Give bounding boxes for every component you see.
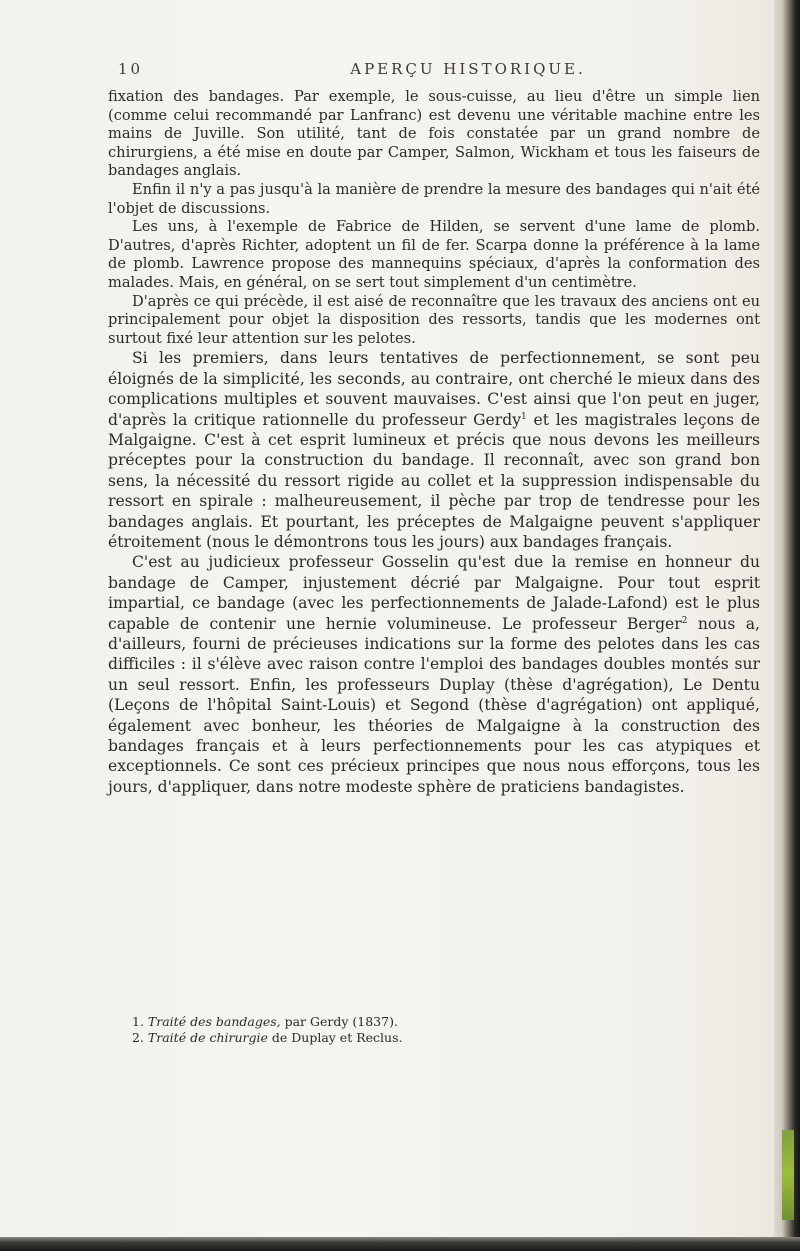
- footnote-ref-2: 2: [681, 615, 688, 626]
- footnote-2-number: 2.: [132, 1030, 144, 1045]
- paragraph-gosselin: [108, 552, 760, 797]
- paragraph-fixation: fixation des bandages. Par exemple, le sous-cuisse, au lieu d'être un simple lien (comme celui recommandé par Lanfranc) est devenu une véritable machine entre les mains de Juville. Son utilité, tant de fois constatée par un grand nombre de chirurgiens, a été mise en doute par Camper, Salmon, Wickham et tous les faiseurs de bandages anglais.: [108, 88, 760, 180]
- footnote-ref-1: 1: [521, 411, 527, 422]
- footnote-2-rest: de Duplay et Reclus.: [267, 1030, 403, 1045]
- body-text: [108, 88, 760, 797]
- footnote-1-rest: par Gerdy (1837).: [280, 1014, 398, 1029]
- footnote-1-title: Traité des bandages,: [147, 1014, 281, 1029]
- footnote-1-number: 1.: [132, 1014, 144, 1029]
- paragraph-premiers: [108, 348, 760, 552]
- paragraph-gosselin-text-b: nous a, d'ailleurs, fourni de précieuses indications sur la forme des pelotes dans les cas difficiles : il s'élève avec raison contre l'emploi des bandages doubles montés sur un seul ressort. Enfin, les professeurs Duplay (thèse d'agrégation), Le Dentu (Leçons de l'hôpital Saint-Louis) et Segond (thèse d'agrégation) ont appliqué, également avec bonheur, les théories de Malgaigne à la construction des bandages français et à leurs perfectionnements pour les cas atypiques et exceptionnels. Ce sont ces précieux principes que nous nous efforçons, tous les jours, d'appliquer, dans notre modeste sphère de praticiens bandagistes.: [108, 614, 760, 796]
- page-edge-shadow: [774, 0, 800, 1251]
- footnote-2: [132, 1030, 752, 1046]
- running-head: [118, 60, 758, 84]
- paragraph-d-apres: D'après ce qui précède, il est aisé de reconnaître que les travaux des anciens ont eu principalement pour objet la disposition des ressorts, tandis que les modernes ont surtout fixé leur attention sur les pelotes.: [108, 292, 760, 347]
- footnote-2-title: Traité de chirurgie: [147, 1030, 268, 1045]
- paragraph-les-uns: Les uns, à l'exemple de Fabrice de Hilden, se servent d'une lame de plomb. D'autres, d'après Richter, adoptent un fil de fer. Scarpa donne la préférence à la lame de plomb. Lawrence propose des mannequins spéciaux, d'après la conformation des malades. Mais, en général, on se sert tout simplement d'un centimètre.: [108, 218, 760, 291]
- paragraph-premiers-text-a: Si les premiers, dans leurs tentatives de perfectionnement, se sont peu éloignés de la simplicité, les seconds, au contraire, ont cherché le mieux dans des complications multiples et souvent mauvaises. C'est ainsi que l'on peut en juger, d'après la critique rationnelle du professeur Gerdy: [108, 349, 760, 429]
- paragraph-premiers-text-b: et les magistrales leçons de Malgaigne. C'est à cet esprit lumineux et précis que nous devons les meilleurs préceptes pour la construction du bandage. Il reconnaît, avec son grand bon sens, la nécessité du ressort rigide au collet et la suppression indispensable du ressort en spirale : malheureusement, il pèche par trop de tendresse pour les bandages anglais. Et pourtant, les préceptes de Malgaigne peuvent s'appliquer étroitement (nous le démontrons tous les jours) aux bandages français.: [108, 410, 760, 551]
- paragraph-enfin: Enfin il n'y a pas jusqu'à la manière de prendre la mesure des bandages qui n'ait été l'objet de discussions.: [108, 180, 760, 217]
- footnotes: [132, 1014, 752, 1046]
- scan-bottom-edge: [0, 1237, 800, 1251]
- binding-tab: [782, 1130, 794, 1220]
- paragraph-gosselin-text-a: C'est au judicieux professeur Gosselin qu'est due la remise en honneur du bandage de Camper, injustement décrié par Malgaigne. Pour tout esprit impartial, ce bandage (avec les perfectionnements de Jalade-Lafond) est le plus capable de contenir une hernie volumineuse. Le professeur Berger: [108, 553, 760, 633]
- footnote-1: [132, 1014, 752, 1030]
- page-number: 10: [118, 60, 144, 78]
- running-title: APERÇU HISTORIQUE.: [350, 60, 586, 78]
